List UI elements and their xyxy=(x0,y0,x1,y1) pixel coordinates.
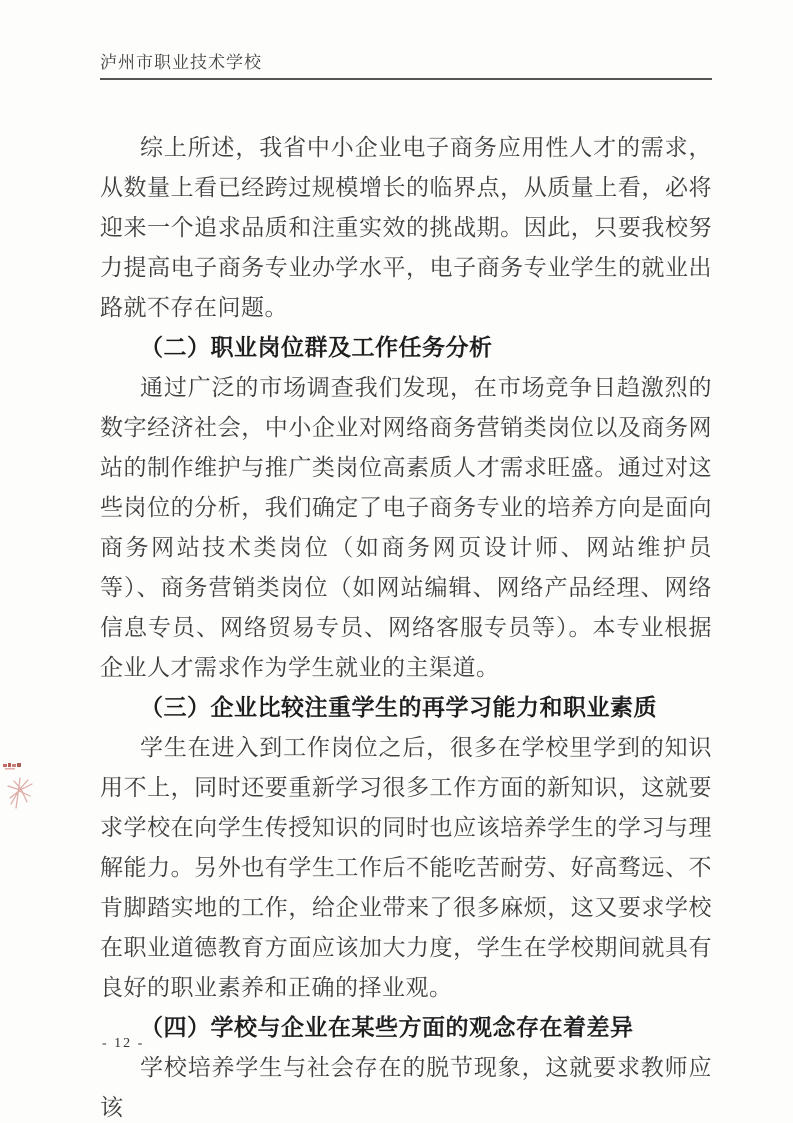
paragraph-summary: 综上所述，我省中小企业电子商务应用性人才的需求，从数量上看已经跨过规模增长的临界点，从质量上看，必将迎来一个追求品质和注重实效的挑战期。因此，只要我校努力提高电子商务专业办学水平，电子商务专业学生的就业出路就不存在问题。 xyxy=(100,135,712,320)
page-header xyxy=(100,53,712,80)
paragraph-school-enterprise-gap: 学校培养学生与社会存在的脱节现象，这就要求教师应该 xyxy=(100,1055,712,1120)
paragraph-job-positions: 通过广泛的市场调查我们发现，在市场竞争日趋激烈的数字经济社会，中小企业对网络商务营销类岗位以及商务网站的制作维护与推广类岗位高素质人才需求旺盛。通过对这些岗位的分析，我们确定了电子商务专业的培养方向是面向商务网站技术类岗位（如商务网页设计师、网站维护员等）、商务营销类岗位（如网站编辑、网络产品经理、网络信息专员、网络贸易专员、网络客服专员等）。本专业根据企业人才需求作为学生就业的主渠道。 xyxy=(100,375,712,680)
red-scribble-mark-icon xyxy=(4,776,38,812)
paragraph-relearning-ability: 学生在进入到工作岗位之后，很多在学校里学到的知识用不上，同时还要重新学习很多工作方面的新知识，这就要求学校在向学生传授知识的同时也应该培养学生的学习与理解能力。另外也有学生工作后不能吃苦耐劳、好高骛远、不肯脚踏实地的工作，给企业带来了很多麻烦，这又要求学校在职业道德教育方面应该加大力度，学生在学校期间就具有良好的职业素养和正确的择业观。 xyxy=(100,735,712,1000)
page-number: - 12 - xyxy=(102,1036,145,1051)
section-heading-4: （四）学校与企业在某些方面的观念存在着差异 xyxy=(140,1015,634,1040)
section-heading-2: （二）职业岗位群及工作任务分析 xyxy=(140,335,493,360)
document-body xyxy=(100,128,712,1123)
section-heading-3: （三）企业比较注重学生的再学习能力和职业素质 xyxy=(140,695,657,720)
school-name: 泸州市职业技术学校 xyxy=(100,53,262,72)
red-stamp-fragment-icon xyxy=(3,761,23,773)
